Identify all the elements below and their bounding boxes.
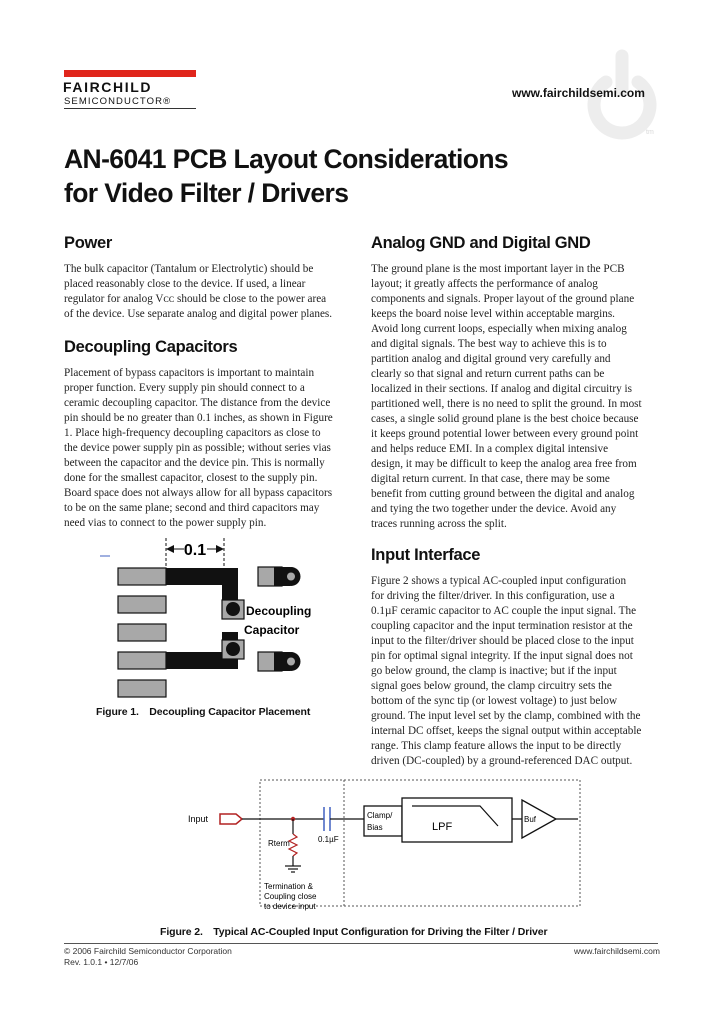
bias-label: Bias: [367, 823, 383, 832]
cap-value-label: 0.1µF: [318, 835, 339, 844]
note-line-2: Coupling close: [264, 892, 317, 901]
cap-label-line1: Decoupling: [246, 604, 312, 618]
ic-pad-1: [118, 568, 166, 585]
page-title: [64, 142, 508, 210]
logo-underline: [64, 108, 196, 109]
title-line-1: AN-6041 PCB Layout Considerations: [64, 144, 509, 174]
ic-pad-2: [118, 596, 166, 613]
footer-divider: [64, 943, 658, 944]
buf-label: Buf: [524, 815, 537, 824]
ic-pad-3: [118, 624, 166, 641]
lpf-label: LPF: [432, 821, 453, 833]
rterm-label: Rterm: [268, 839, 290, 848]
ic-pad-4: [118, 652, 166, 669]
input-interface-paragraph: Figure 2 shows a typical AC-coupled input configuration for driving the filter/driver. In this configuration, use a 0.1µF ceramic capacitor to AC couple the input signal. The coupling capacitor and the input termination resistor at the input to the filter/driver should be placed close to the input pin for optimal signal integrity. If the input signal does not go below ground, the clamp is inactive; but if the input signal goes below ground, the clamp circuitry sets the bottom of the sync tip (or lowest voltage) to just below ground. The input level set by the clamp, combined with the internal DC offset, keeps the signal output within acceptable range. This clamp feature allows the input to be directly driven (DC-coupled) by a ground-referenced DAC output.: [371, 575, 642, 767]
power-heading: Power: [64, 234, 113, 252]
watermark-tm: tm: [646, 129, 654, 136]
cap-label-line2: Capacitor: [244, 623, 300, 637]
logo-subtext: SEMICONDUCTOR®: [64, 96, 172, 107]
ic-pad-5: [118, 680, 166, 697]
rterm-resistor: [289, 834, 297, 856]
power-paragraph: The bulk capacitor (Tantalum or Electrolytic) should be placed reasonably close to the device. If used, a linear regulator for analog Vᴄᴄ should be close to the power area of the device. Use separate analog and digital power planes.: [64, 263, 333, 320]
via-hole-1: [287, 573, 295, 581]
note-line-1: Termination &: [264, 882, 313, 891]
header-website-link[interactable]: www.fairchildsemi.com: [512, 86, 645, 100]
dim-arrow-right: [216, 545, 224, 553]
footer-revision: Rev. 1.0.1 • 12/7/06: [64, 957, 139, 967]
supply-trace-2: [166, 652, 226, 669]
footer-copyright: © 2006 Fairchild Semiconductor Corporation: [64, 946, 232, 956]
analog-gnd-heading: Analog GND and Digital GND: [371, 234, 591, 252]
logo-red-bar: [64, 70, 196, 77]
figure2-diagram: [180, 776, 600, 922]
footer-website-link[interactable]: www.fairchildsemi.com: [574, 946, 660, 956]
figure1-caption: Figure 1. Decoupling Capacitor Placement: [96, 706, 311, 718]
input-connector: [220, 814, 242, 824]
logo-text: FAIRCHILD: [63, 79, 153, 95]
dim-arrow-left: [166, 545, 174, 553]
clamp-label: Clamp/: [367, 811, 393, 820]
supply-trace-1: [166, 568, 226, 585]
note-line-3: to device input: [264, 902, 316, 911]
figure2-caption: Figure 2. Typical AC-Coupled Input Configuration for Driving the Filter / Driver: [160, 926, 548, 938]
input-label: Input: [188, 814, 209, 824]
lpf-block: [402, 798, 512, 842]
figure1-diagram: [96, 536, 316, 706]
decoupling-paragraph: Placement of bypass capacitors is important to maintain proper function. Every supply pin should connect to a ceramic decoupling capacitor. The distance from the device pin should be no greater than 0.1 inches, as shown in Figure 1. Place high-frequency decoupling capacitors as close to the device power supply pin as possible; without series vias between the capacitor and the device pin. This is normally done for the smallest capacitor, closest to the supply pin. Board space does not always allow for all bypass capacitors to be on the same plane; second and third capacitors may need vias to connect to the power supply pin.: [64, 367, 333, 529]
dimension-label: 0.1: [183, 542, 207, 559]
via-hole-2: [287, 658, 295, 666]
analog-gnd-paragraph: The ground plane is the most important layer in the PCB layout; it greatly affects the performance of analog components and signals. Proper layout of the ground plane keeps the board noise level within acceptable margins. Avoid long current loops, especially when mixing analog and digital signals. The best way to achieve this is to partition analog and digital ground very carefully and clearly so that signal and return current paths can be localized in their sections. If analog and digital circuitry is partitioned well, there is no need to split the ground. In most cases, a single solid ground plane is the best choice because it keeps ground potential lower between every ground point and helps reduce EMI. In a complex digital intensive design, it may be difficult to keep the analog area free from digital return current. In that case, there may be some benefit from cutting ground between the digital and analog and tying the two together under the device. Avoid any traces running across the split.: [371, 263, 642, 530]
input-interface-heading: Input Interface: [371, 546, 481, 564]
decoupling-heading: Decoupling Capacitors: [64, 338, 238, 356]
title-line-2: for Video Filter / Drivers: [64, 178, 349, 208]
